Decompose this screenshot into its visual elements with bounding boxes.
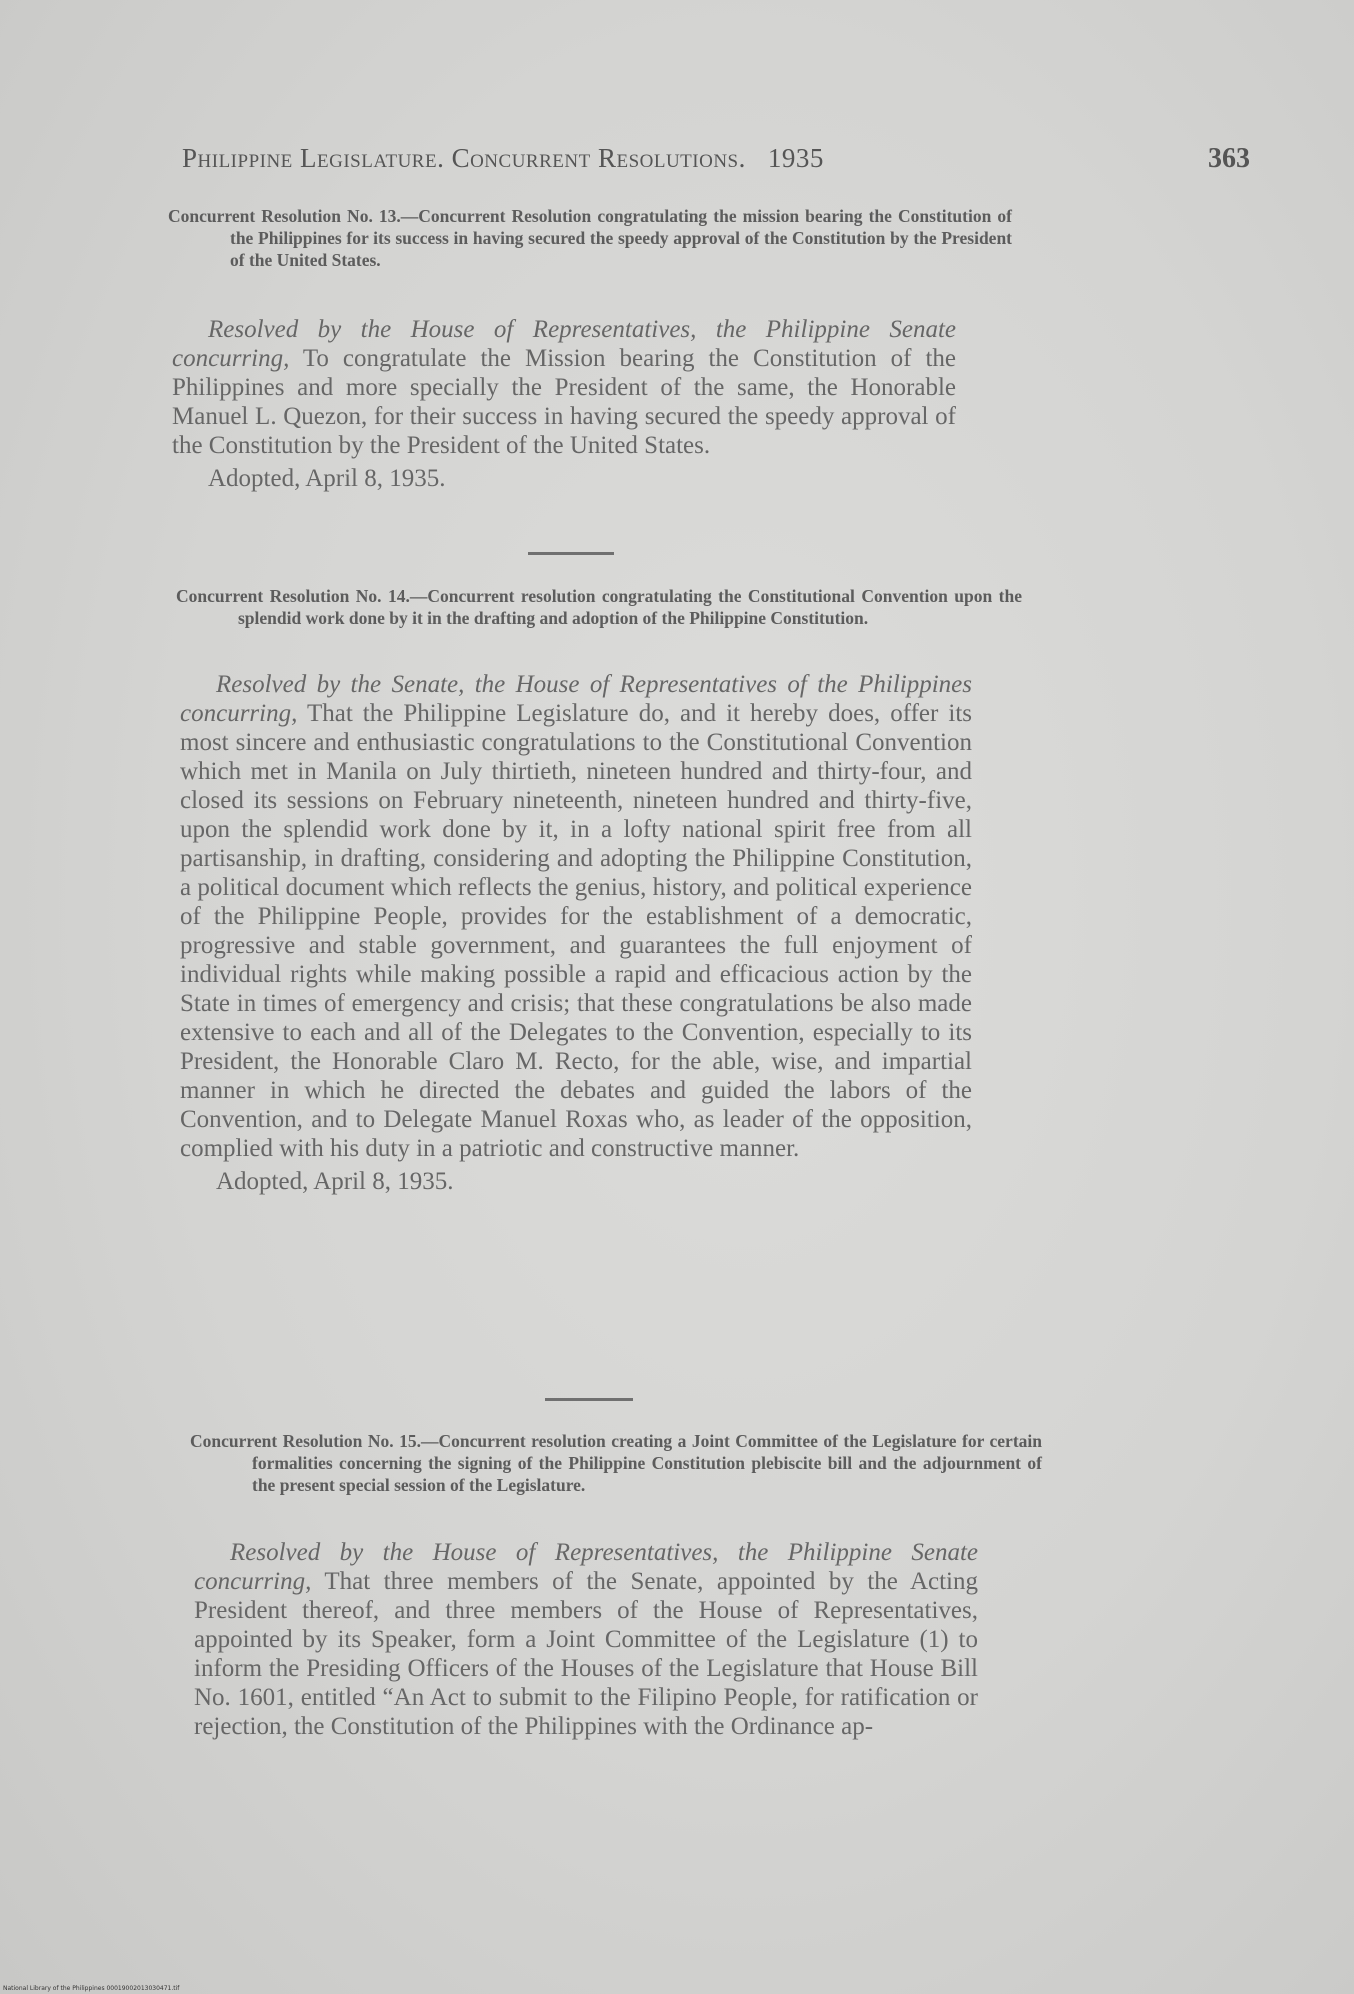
resolution-13-body (172, 315, 956, 493)
running-head (182, 143, 824, 174)
resolution-15-text (194, 1538, 978, 1741)
resolution-14-resolved-clause: Resolved by the Senate, the House of Representatives of the Philippines concurring, (180, 671, 972, 727)
resolution-13-operative-text: To congratulate the Mission bearing the Constitution of the Philippines and more specially the President of the same, the Honorable Manuel L. Quezon, for their success in having secured the speedy approval of the Constitution by the President of the United States. (172, 345, 956, 459)
resolution-14-operative-text: That the Philippine Legislature do, and it hereby does, offer its most sincere and enthusiastic congratulations to the Constitutional Convention which met in Manila on July thirtieth, nineteen hundred and thirty-four, and closed its sessions on February nineteenth, nineteen hundred and thirty-five, upon the splendid work done by it, in a lofty national spirit free from all partisanship, in drafting, considering and adopting the Philippine Constitution, a political document which reflects the genius, history, and political experience of the Philippine People, provides for the establishment of a democratic, progressive and stable government, and guarantees the full enjoyment of individual rights while making possible a rapid and efficacious action by the State in times of emergency and crisis; that these congratulations be also made extensive to each and all of the Delegates to the Convention, especially to its President, the Honorable Claro M. Recto, for the able, wise, and impartial manner in which he directed the debates and guided the labors of the Convention, and to Delegate Manuel Roxas who, as leader of the opposition, complied with his duty in a patriotic and constructive manner. (180, 700, 972, 1162)
page-number: 363 (1208, 143, 1250, 174)
resolution-14-heading: Concurrent Resolution No. 14.—Concurrent resolution congratulating the Constitutional Convention upon the splendid work done by it in the drafting and adoption of the Philippine Constitution. (176, 586, 1022, 628)
resolution-13-heading: Concurrent Resolution No. 13.—Concurrent Resolution congratulating the mission bearing the Constitution of the Philippines for its success in having secured the speedy approval of the Constitution by the President of the United States. (168, 206, 1012, 270)
running-head-year: 1935 (767, 143, 824, 173)
resolution-15-heading: Concurrent Resolution No. 15.—Concurrent resolution creating a Joint Committee of the Legislature for certain formalities concerning the signing of the Philippine Constitution plebiscite bill and the adjournment of the present special session of the Legislature. (190, 1431, 1042, 1495)
resolution-15-resolved-clause: Resolved by the House of Representatives, the Philippine Senate concurring, (194, 1539, 978, 1595)
resolution-15-operative-text: That three members of the Senate, appointed by the Acting President thereof, and three members of the House of Representatives, appointed by its Speaker, form a Joint Committee of the Legislature (1) to inform the Presiding Officers of the Houses of the Legislature that House Bill No. 1601, entitled “An Act to submit to the Filipino People, for ratification or rejection, the Constitution of the Philippines with the Ordinance ap- (194, 1568, 978, 1740)
resolution-13-text (172, 315, 956, 460)
resolution-14-adopted: Adopted, April 8, 1935. (216, 1168, 454, 1195)
section-divider (528, 552, 614, 555)
section-divider (545, 1398, 633, 1401)
resolution-14-body (180, 670, 972, 1196)
resolution-15-body (194, 1538, 978, 1741)
resolution-13-resolved-clause: Resolved by the House of Representatives, the Philippine Senate concurring, (172, 316, 956, 372)
running-title: Philippine Legislature. Concurrent Resolutions. (182, 143, 746, 173)
resolution-13-adopted: Adopted, April 8, 1935. (208, 465, 446, 492)
scan-source-footer: National Library of the Philippines 00019002013030471.tif (3, 1985, 180, 1992)
resolution-14-text (180, 670, 972, 1163)
